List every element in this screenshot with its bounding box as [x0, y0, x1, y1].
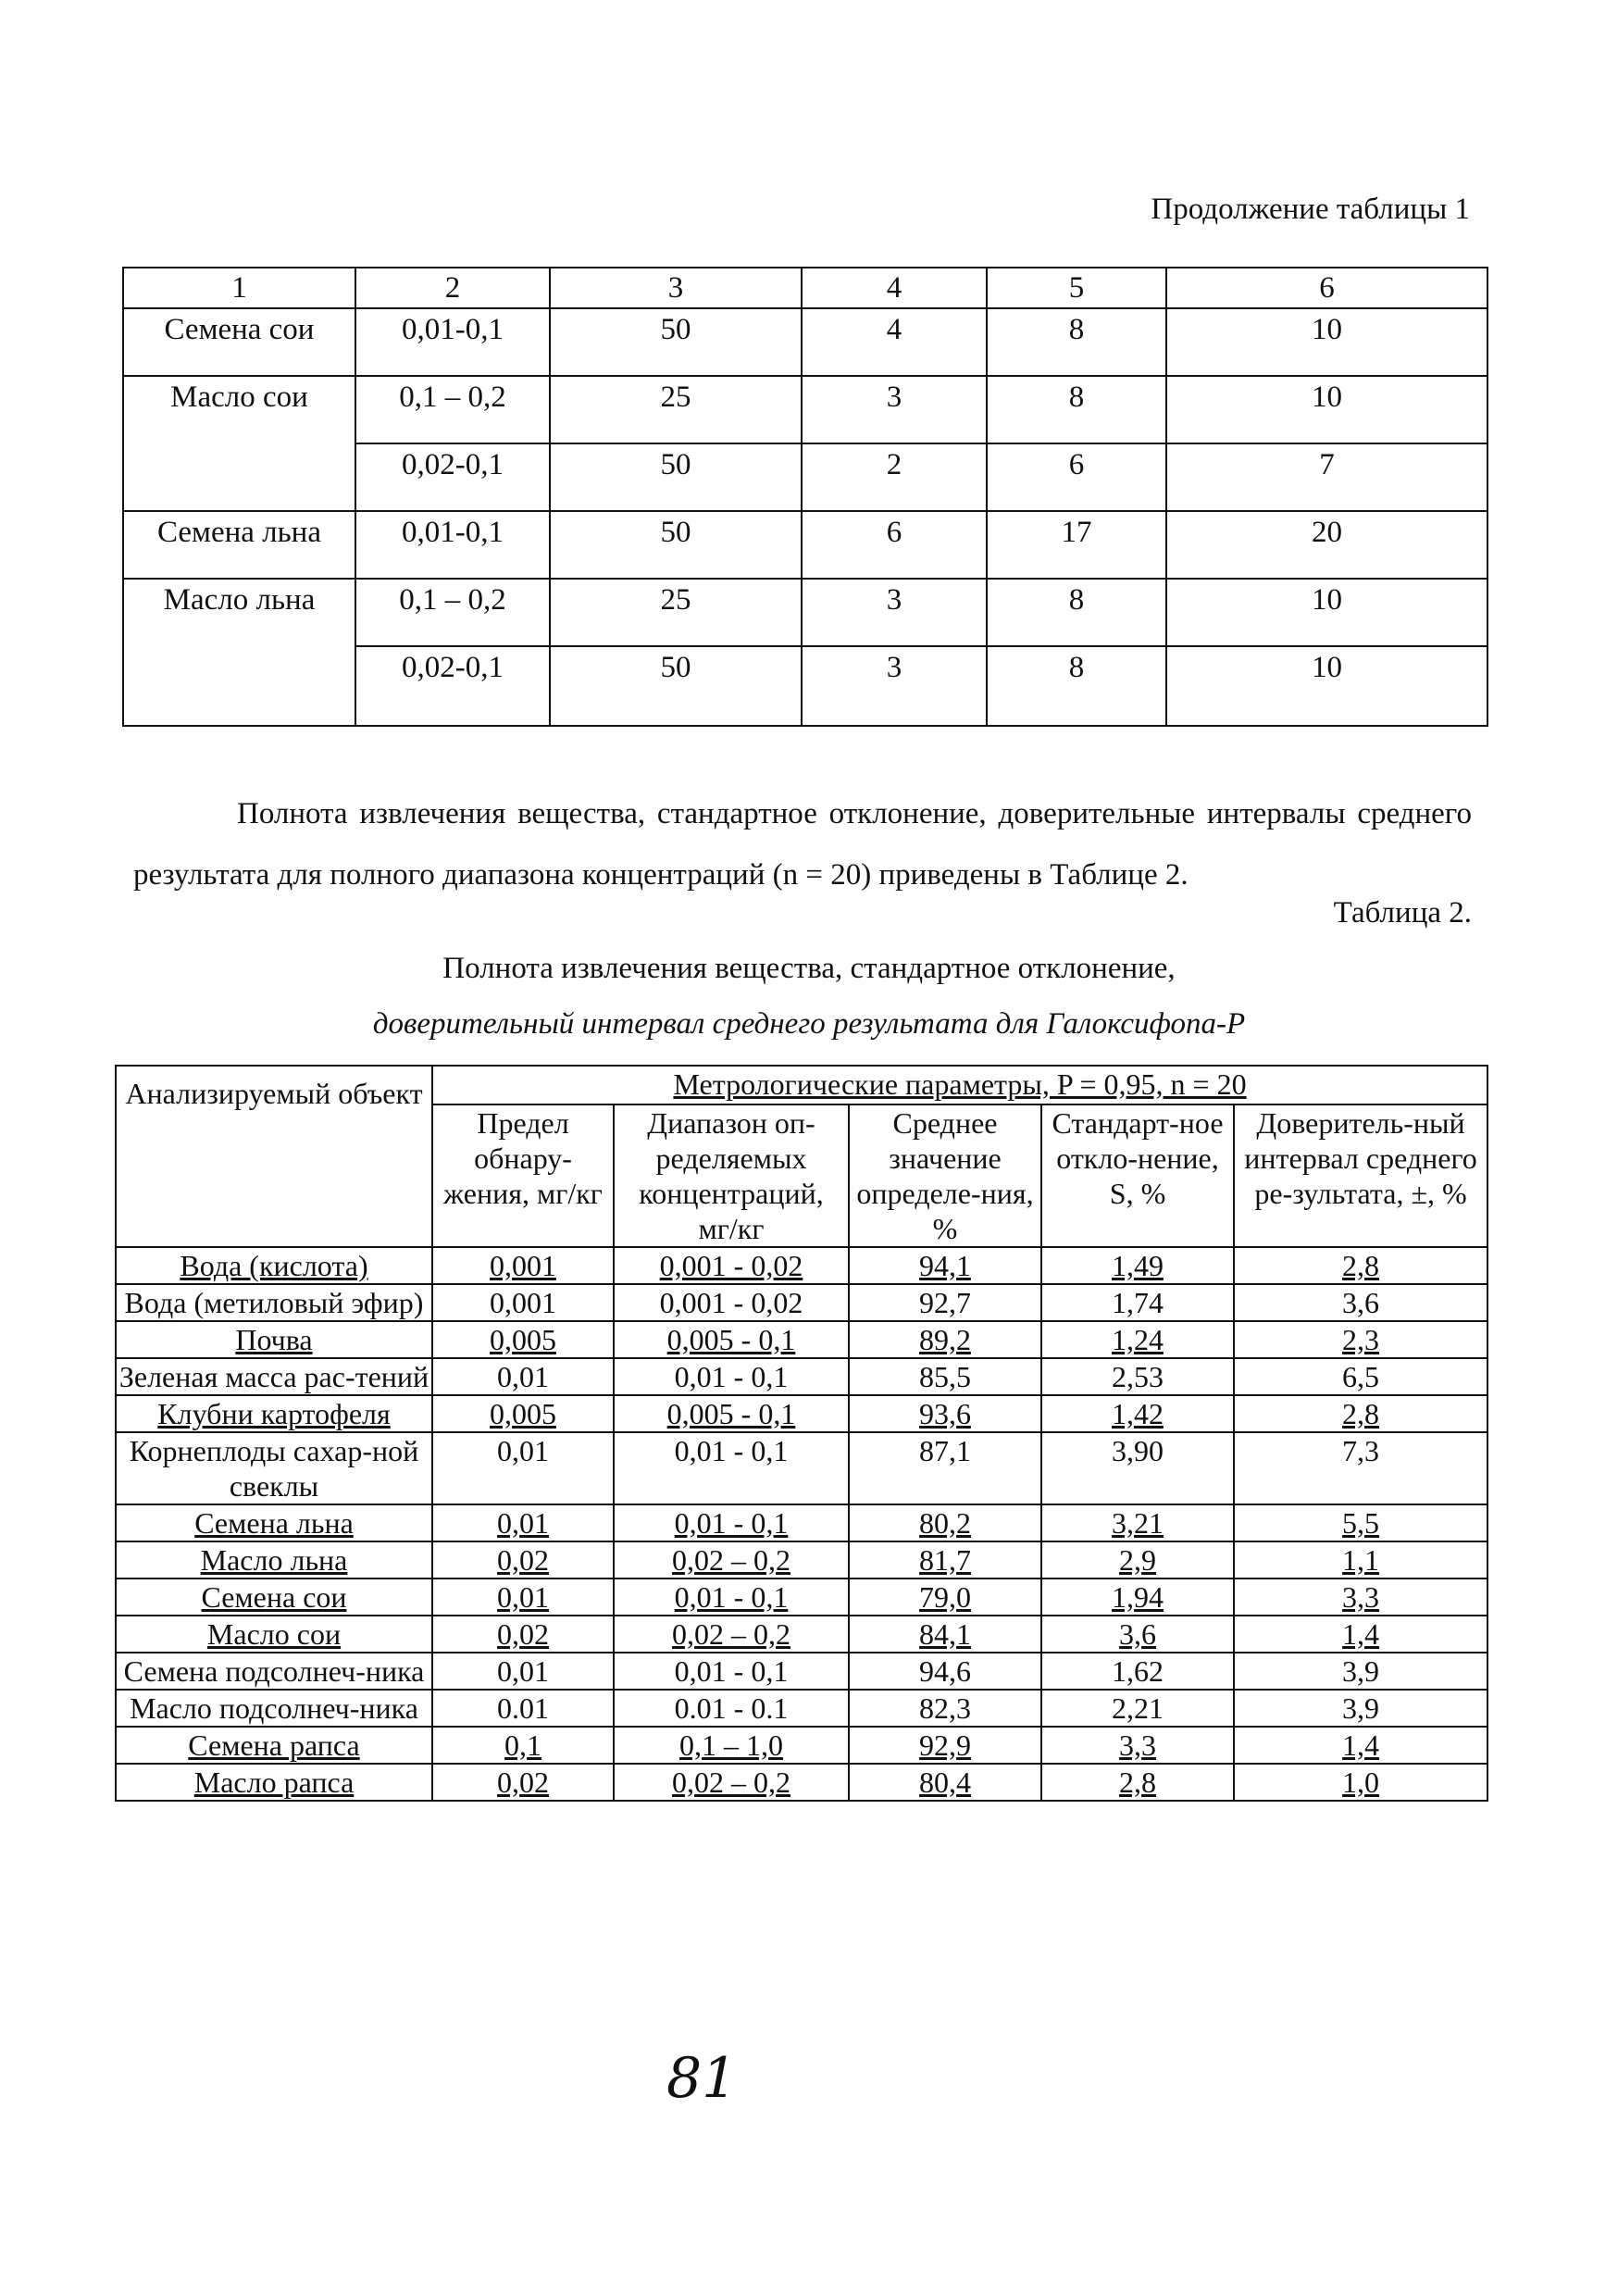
table-cell: 0,02 – 0,2 — [614, 1764, 849, 1801]
object-cell: Масло рапса — [116, 1764, 432, 1801]
table-2-caption-line-1: Полнота извлечения вещества, стандартное отклонение, — [442, 952, 1176, 985]
table-cell: 2,21 — [1041, 1690, 1234, 1727]
table-cell: 0,005 — [432, 1321, 614, 1358]
table-row — [116, 1616, 1487, 1653]
object-cell: Масло подсолнеч-ника — [116, 1690, 432, 1727]
column-header: Среднее значение определе-ния, % — [849, 1104, 1041, 1247]
object-cell: Семена сои — [123, 308, 355, 376]
metrology-group-header: Метрологические параметры, P = 0,95, n = 20 — [432, 1066, 1487, 1104]
object-column-header: Анализируемый объект — [116, 1066, 432, 1247]
table-row — [123, 579, 1487, 646]
table-cell: 3,21 — [1041, 1504, 1234, 1541]
table-cell: 1,74 — [1041, 1284, 1234, 1321]
table-cell: 1,4 — [1234, 1616, 1487, 1653]
table-cell: 0,01 - 0,1 — [614, 1653, 849, 1690]
table-cell: 1,24 — [1041, 1321, 1234, 1358]
object-cell: Клубни картофеля — [116, 1395, 432, 1432]
table-cell: 0,001 - 0,02 — [614, 1247, 849, 1284]
table-cell: 4 — [802, 308, 987, 376]
table-cell: 3,6 — [1234, 1284, 1487, 1321]
object-cell: Зеленая масса рас-тений — [116, 1358, 432, 1395]
table-row — [116, 1432, 1487, 1504]
table-cell: 3 — [802, 646, 987, 726]
object-cell: Вода (метиловый эфир) — [116, 1284, 432, 1321]
table-cell: 1,94 — [1041, 1578, 1234, 1616]
table-cell: 0,01 — [432, 1578, 614, 1616]
table-cell: 10 — [1166, 376, 1487, 443]
table-row — [116, 1578, 1487, 1616]
table-cell: 17 — [987, 511, 1166, 579]
table-2-header-row — [116, 1066, 1487, 1104]
object-cell: Семена льна — [123, 511, 355, 579]
column-header: Диапазон оп-ределяемых концентраций, мг/кг — [614, 1104, 849, 1247]
table-1-continuation — [122, 267, 1488, 727]
column-header: Доверитель-ный интервал среднего ре-зультата, ±, % — [1234, 1104, 1487, 1247]
table-row — [116, 1764, 1487, 1801]
table-cell: 0,001 - 0,02 — [614, 1284, 849, 1321]
table-cell: 85,5 — [849, 1358, 1041, 1395]
table-cell: 84,1 — [849, 1616, 1041, 1653]
table-cell: 80,2 — [849, 1504, 1041, 1541]
object-cell: Масло льна — [116, 1541, 432, 1578]
table-cell: 0,001 — [432, 1284, 614, 1321]
table-cell: 0,01 - 0,1 — [614, 1578, 849, 1616]
table-cell: 89,2 — [849, 1321, 1041, 1358]
table-row — [116, 1247, 1487, 1284]
table-cell: 7,3 — [1234, 1432, 1487, 1504]
table-1-header-cell: 4 — [802, 268, 987, 308]
table-cell: 1,0 — [1234, 1764, 1487, 1801]
table-cell: 87,1 — [849, 1432, 1041, 1504]
table-cell: 0,001 — [432, 1247, 614, 1284]
object-cell: Семена рапса — [116, 1727, 432, 1764]
table-cell: 3 — [802, 579, 987, 646]
table-row — [123, 308, 1487, 376]
table-cell: 0.01 — [432, 1690, 614, 1727]
table-cell: 0,1 — [432, 1727, 614, 1764]
table-cell: 0,02 – 0,2 — [614, 1616, 849, 1653]
table-cell: 6 — [987, 443, 1166, 511]
table-cell: 0,1 – 0,2 — [355, 376, 550, 443]
object-cell: Масло льна — [123, 579, 355, 726]
table-cell: 92,7 — [849, 1284, 1041, 1321]
table-1-header-cell: 3 — [550, 268, 802, 308]
table-cell: 2,9 — [1041, 1541, 1234, 1578]
table-cell: 3,9 — [1234, 1653, 1487, 1690]
table-row — [116, 1690, 1487, 1727]
table-cell: 10 — [1166, 579, 1487, 646]
table-cell: 0,01-0,1 — [355, 511, 550, 579]
table-row — [116, 1653, 1487, 1690]
object-cell: Масло сои — [123, 376, 355, 511]
table-cell: 8 — [987, 376, 1166, 443]
table-cell: 0,005 - 0,1 — [614, 1395, 849, 1432]
table-cell: 25 — [550, 376, 802, 443]
table-row — [116, 1284, 1487, 1321]
table-cell: 3,9 — [1234, 1690, 1487, 1727]
table-cell: 79,0 — [849, 1578, 1041, 1616]
table-cell: 2,8 — [1234, 1395, 1487, 1432]
object-cell: Вода (кислота) — [116, 1247, 432, 1284]
table-cell: 3 — [802, 376, 987, 443]
table-1-header-cell: 2 — [355, 268, 550, 308]
table-row — [116, 1358, 1487, 1395]
table-cell: 2,53 — [1041, 1358, 1234, 1395]
table-cell: 2,3 — [1234, 1321, 1487, 1358]
table-cell: 0,01 - 0,1 — [614, 1432, 849, 1504]
table-cell: 10 — [1166, 308, 1487, 376]
column-header: Стандарт-ное откло-нение, S, % — [1041, 1104, 1234, 1247]
table-cell: 0,02-0,1 — [355, 646, 550, 726]
table-cell: 80,4 — [849, 1764, 1041, 1801]
table-cell: 0,02 — [432, 1541, 614, 1578]
table-cell: 2 — [802, 443, 987, 511]
table-cell: 50 — [550, 646, 802, 726]
table-cell: 81,7 — [849, 1541, 1041, 1578]
table-cell: 1,42 — [1041, 1395, 1234, 1432]
table-cell: 82,3 — [849, 1690, 1041, 1727]
table-cell: 6 — [802, 511, 987, 579]
table-row — [116, 1395, 1487, 1432]
table-cell: 0,01 - 0,1 — [614, 1504, 849, 1541]
object-cell: Корнеплоды сахар-ной свеклы — [116, 1432, 432, 1504]
table-row — [123, 511, 1487, 579]
table-row — [116, 1541, 1487, 1578]
object-cell: Масло сои — [116, 1616, 432, 1653]
table-cell: 50 — [550, 511, 802, 579]
table-cell: 1,62 — [1041, 1653, 1234, 1690]
table-cell: 0,01 - 0,1 — [614, 1358, 849, 1395]
table-cell: 7 — [1166, 443, 1487, 511]
table-2 — [115, 1065, 1488, 1802]
table-1-header-cell: 5 — [987, 268, 1166, 308]
table-cell: 0,1 – 1,0 — [614, 1727, 849, 1764]
table-cell: 3,6 — [1041, 1616, 1234, 1653]
table-2-label: Таблица 2. — [1333, 896, 1472, 930]
table-1-header-cell: 1 — [123, 268, 355, 308]
table-cell: 8 — [987, 579, 1166, 646]
table-cell: 0,1 – 0,2 — [355, 579, 550, 646]
table-cell: 0,02-0,1 — [355, 443, 550, 511]
table-cell: 0,02 – 0,2 — [614, 1541, 849, 1578]
table-cell: 5,5 — [1234, 1504, 1487, 1541]
object-cell: Почва — [116, 1321, 432, 1358]
object-cell: Семена льна — [116, 1504, 432, 1541]
object-cell: Семена сои — [116, 1578, 432, 1616]
table-cell: 10 — [1166, 646, 1487, 726]
table-cell: 50 — [550, 443, 802, 511]
table-cell: 0,005 — [432, 1395, 614, 1432]
table-cell: 0,01 — [432, 1504, 614, 1541]
table-cell: 0,01 — [432, 1432, 614, 1504]
table-2-caption-line-2: доверительный интервал среднего результата для Галоксифопа-Р — [372, 1007, 1246, 1041]
table-cell: 8 — [987, 646, 1166, 726]
table-cell: 1,1 — [1234, 1541, 1487, 1578]
table-cell: 1,49 — [1041, 1247, 1234, 1284]
table-1-header-cell: 6 — [1166, 268, 1487, 308]
table-cell: 2,8 — [1041, 1764, 1234, 1801]
table-cell: 6,5 — [1234, 1358, 1487, 1395]
table-cell: 0,01-0,1 — [355, 308, 550, 376]
table-cell: 94,6 — [849, 1653, 1041, 1690]
table-1-header-row — [123, 268, 1487, 308]
table-cell: 0,02 — [432, 1764, 614, 1801]
column-header: Предел обнару-жения, мг/кг — [432, 1104, 614, 1247]
table-cell: 0,02 — [432, 1616, 614, 1653]
table-cell: 50 — [550, 308, 802, 376]
table-cell: 8 — [987, 308, 1166, 376]
table-cell: 3,3 — [1041, 1727, 1234, 1764]
table-cell: 0.01 - 0.1 — [614, 1690, 849, 1727]
table-row — [116, 1727, 1487, 1764]
table-cell: 0,01 — [432, 1653, 614, 1690]
table-row — [116, 1321, 1487, 1358]
table-cell: 94,1 — [849, 1247, 1041, 1284]
table-cell: 20 — [1166, 511, 1487, 579]
table-cell: 0,01 — [432, 1358, 614, 1395]
table-cell: 2,8 — [1234, 1247, 1487, 1284]
continuation-label: Продолжение таблицы 1 — [1151, 193, 1470, 226]
table-cell: 3,90 — [1041, 1432, 1234, 1504]
table-row — [123, 376, 1487, 443]
table-row — [116, 1504, 1487, 1541]
object-cell: Семена подсолнеч-ника — [116, 1653, 432, 1690]
table-cell: 93,6 — [849, 1395, 1041, 1432]
body-paragraph: Полнота извлечения вещества, стандартное отклонение, доверительные интервалы среднего результата для полного диапазона концентраций (n = 20) приведены в Таблице 2. — [133, 797, 1472, 892]
table-cell: 25 — [550, 579, 802, 646]
table-cell: 3,3 — [1234, 1578, 1487, 1616]
table-cell: 1,4 — [1234, 1727, 1487, 1764]
table-cell: 92,9 — [849, 1727, 1041, 1764]
table-cell: 0,005 - 0,1 — [614, 1321, 849, 1358]
page-signature: 81 — [666, 2046, 738, 2111]
